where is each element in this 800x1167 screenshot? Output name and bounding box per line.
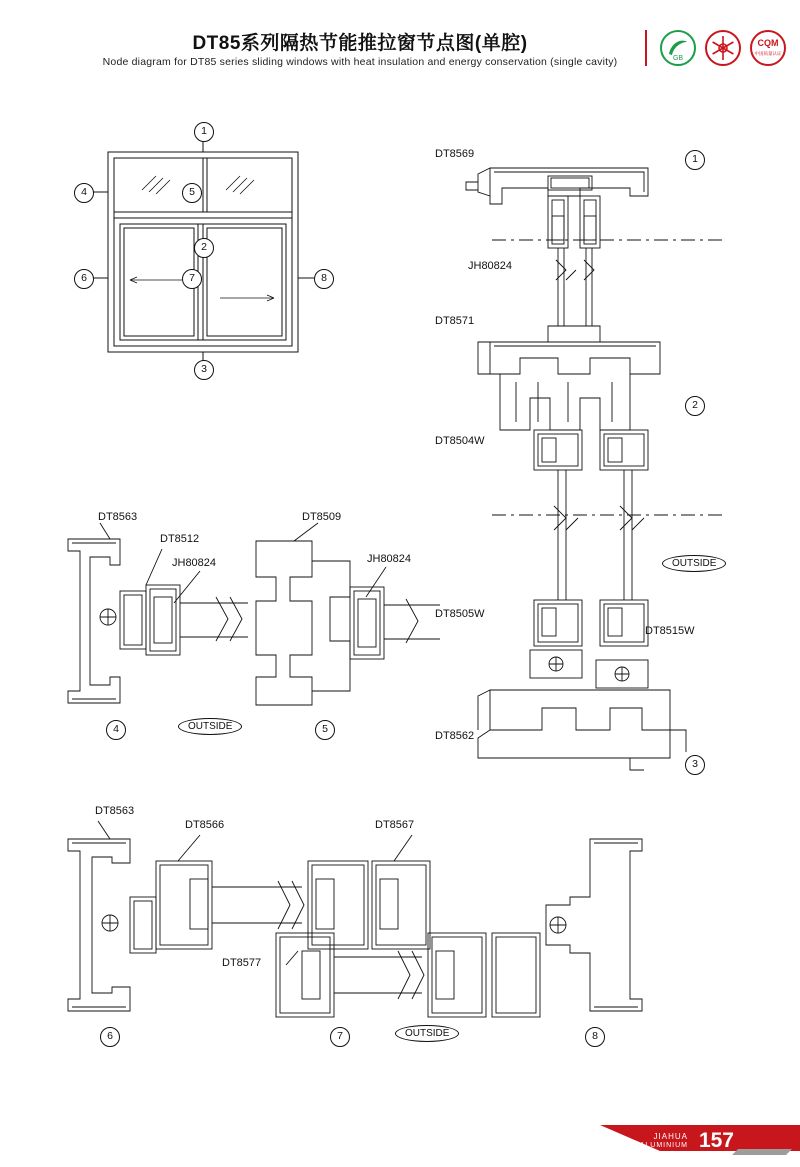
elevation-callout-7: 7: [182, 269, 202, 289]
elevation-callout-5: 5: [182, 183, 202, 203]
page-title-cn: DT85系列隔热节能推拉窗节点图(单腔): [192, 33, 528, 54]
label-jh80824-left: JH80824: [172, 557, 217, 569]
brand-line2: ALUMINIUM: [639, 1141, 688, 1149]
label-jh80824-head: JH80824: [468, 260, 513, 272]
label-dt8571: DT8571: [435, 315, 475, 327]
elevation-callout-6: 6: [74, 269, 94, 289]
label-dt8563-mid: DT8563: [98, 511, 138, 523]
label-dt8566: DT8566: [185, 819, 225, 831]
elevation-callout-2: 2: [194, 238, 214, 258]
svg-text:GB: GB: [672, 55, 684, 62]
snowflake-certification-logo: [705, 30, 741, 66]
label-dt8562: DT8562: [435, 730, 475, 742]
label-dt8504w: DT8504W: [435, 435, 485, 447]
svg-text:CQM: CQM: [757, 38, 779, 48]
elevation-callout-1: 1: [194, 122, 214, 142]
logo-divider: [645, 30, 647, 66]
page-title-en: Node diagram for DT85 series sliding windows with heat insulation and energy conservation (single cavity): [102, 56, 618, 68]
svg-text:中国质量认证: 中国质量认证: [754, 51, 782, 56]
label-dt8509: DT8509: [302, 511, 342, 523]
section-callout-1: 1: [685, 150, 705, 170]
section-callout-2: 2: [685, 396, 705, 416]
brand-text: [640, 1133, 688, 1149]
section-callout-3: 3: [685, 755, 705, 775]
outside-tag-mid: OUTSIDE: [178, 718, 242, 735]
jiahua-logo-mark: [730, 1123, 792, 1157]
horizontal-section-drawing-mid: [50, 505, 440, 755]
certification-logos: [645, 28, 786, 68]
section-callout-7: 7: [330, 1027, 350, 1047]
label-dt8567: DT8567: [375, 819, 415, 831]
page-header: [0, 0, 800, 96]
horizontal-section-drawing-bottom: [50, 805, 660, 1055]
elevation-callout-8: 8: [314, 269, 334, 289]
elevation-callout-4: 4: [74, 183, 94, 203]
label-dt8515w: DT8515W: [645, 625, 695, 637]
label-dt8512: DT8512: [160, 533, 200, 545]
footer-wedge: [0, 1125, 660, 1151]
label-dt8505w: DT8505W: [435, 608, 485, 620]
elevation-callout-3: 3: [194, 360, 214, 380]
window-elevation-drawing: [70, 125, 350, 390]
page-footer: [0, 1105, 800, 1167]
outside-tag-vertical: OUTSIDE: [662, 555, 726, 572]
label-dt8569: DT8569: [435, 148, 475, 160]
green-building-certification-logo: [660, 30, 696, 66]
label-dt8577: DT8577: [222, 957, 262, 969]
section-callout-6: 6: [100, 1027, 120, 1047]
brand-line1: JIAHUA: [653, 1132, 688, 1142]
label-jh80824-right: JH80824: [367, 553, 412, 565]
outside-tag-bottom: OUTSIDE: [395, 1025, 459, 1042]
section-callout-4: 4: [106, 720, 126, 740]
page-number: 157: [698, 1129, 734, 1152]
vertical-section-drawing: [430, 130, 730, 790]
cqm-certification-logo: [750, 30, 786, 66]
section-callout-8: 8: [585, 1027, 605, 1047]
section-callout-5: 5: [315, 720, 335, 740]
label-dt8563-bottom: DT8563: [95, 805, 135, 817]
